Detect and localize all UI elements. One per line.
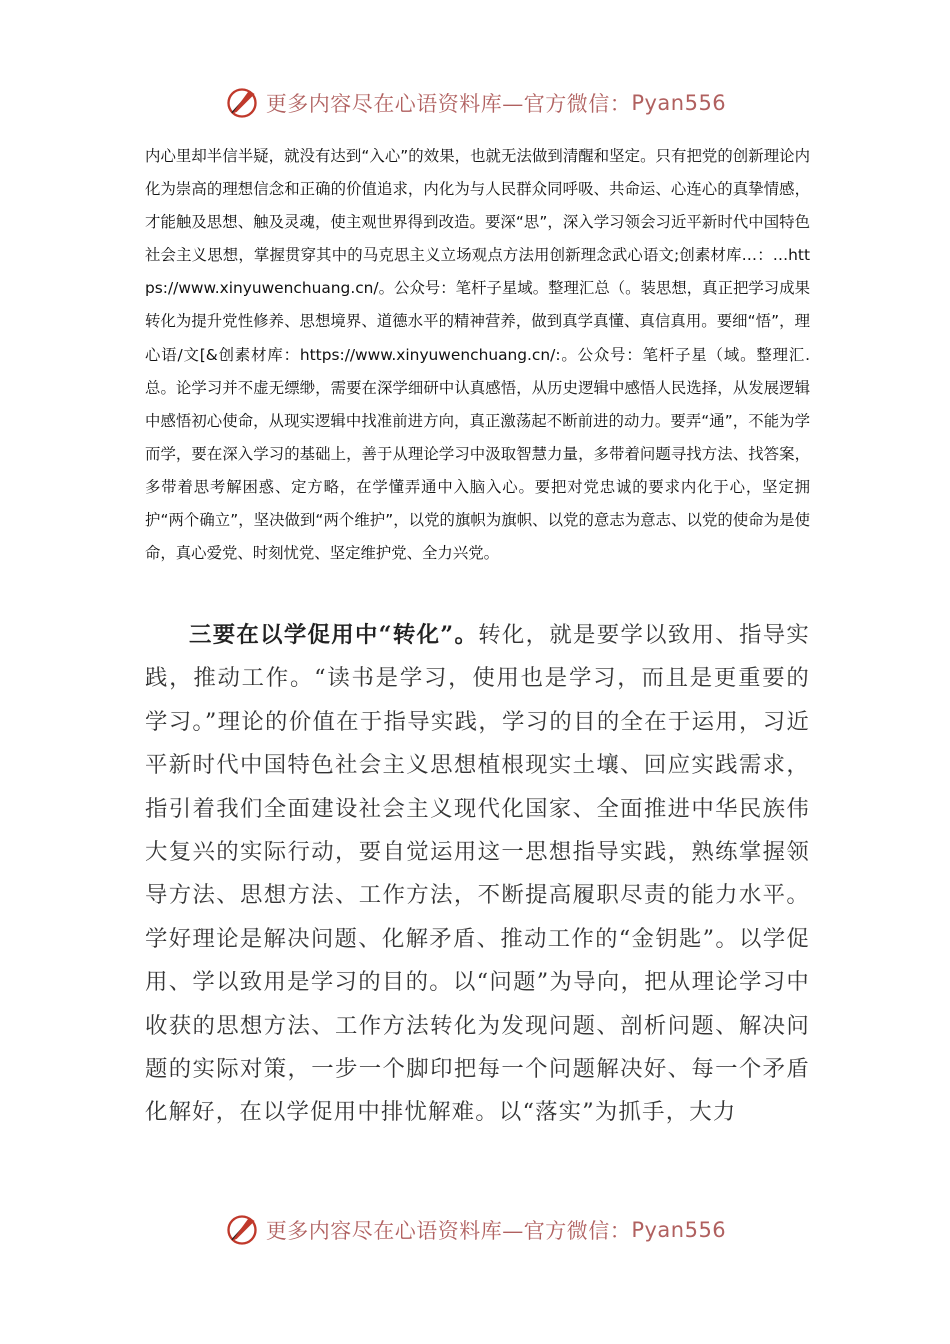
header-banner-text: 更多内容尽在心语资料库—官方微信： [265, 92, 632, 116]
header-banner-id: Pyan556 [631, 91, 727, 115]
footer-banner-text: 更多内容尽在心语资料库—官方微信： [265, 1219, 632, 1243]
paragraph-2 [145, 614, 810, 1135]
paragraph-2-body: 转化，就是要学以致用、指导实践，推动工作。“读书是学习，使用也是学习，而且是更重要的学习。”理论的价值在于指导实践，学习的目的全在于运用，习近平新时代中国特色社会主义思想植根现实土壤、回应实践需求，指引着我们全面建设社会主义现代化国家、全面推进中华民族伟大复兴的实际行动，要自觉运用这一思想指导实践，熟练掌握领导方法、思想方法、工作方法，不断提高履职尽责的能力水平。学好理论是解决问题、化解矛盾、推动工作的“金钥匙”。以学促用、学以致用是学习的目的。以“问题”为导向，把从理论学习中收获的思想方法、工作方法转化为发现问题、剖析问题、解决问题的实际对策，一步一个脚印把每一个问题解决好、每一个矛盾化解好，在以学促用中排忧解难。以“落实”为抓手，大力 [145, 622, 810, 1126]
section-heading: 三要在以学促用中“转化”。 [189, 622, 479, 648]
pen-logo-icon [224, 85, 260, 121]
pen-logo-icon [224, 1212, 260, 1248]
header-banner [0, 83, 950, 123]
paragraph-1: 内心里却半信半疑，就没有达到“入心”的效果，也就无法做到清醒和坚定。只有把党的创新理论内化为崇高的理想信念和正确的价值追求，内化为与人民群众同呼吸、共命运、心连心的真挚情感，才能触及思想、触及灵魂，使主观世界得到改造。要深“思”，深入学习领会习近平新时代中国特色社会主义思想，掌握贯穿其中的马克思主义立场观点方法用创新理念武心语文;创素材库…：…https://www.xinyuwenchuang.cn/。公众号：笔杆子星域。整理汇总（。装思想，真正把学习成果转化为提升党性修养、思想境界、道德水平的精神营养，做到真学真懂、真信真用。要细“悟”，理心语/文[&创素材库：https://www.xinyuwenchuang.cn/:。公众号：笔杆子星（域。整理汇.总。论学习并不虚无缥缈，需要在深学细研中认真感悟，从历史逻辑中感悟人民选择，从发展逻辑中感悟初心使命，从现实逻辑中找准前进方向，真正激荡起不断前进的动力。要弄“通”，不能为学而学，要在深入学习的基础上，善于从理论学习中汲取智慧力量，多带着问题寻找方法、找答案，多带着思考解困惑、定方略，在学懂弄通中入脑入心。要把对党忠诚的要求内化于心，坚定拥护“两个确立”，坚决做到“两个维护”，以党的旗帜为旗帜、以党的意志为意志、以党的使命为是使命，真心爱党、时刻忧党、坚定维护党、全力兴党。 [145, 147, 810, 563]
footer-banner-id: Pyan556 [631, 1218, 727, 1242]
footer-banner [0, 1210, 950, 1250]
